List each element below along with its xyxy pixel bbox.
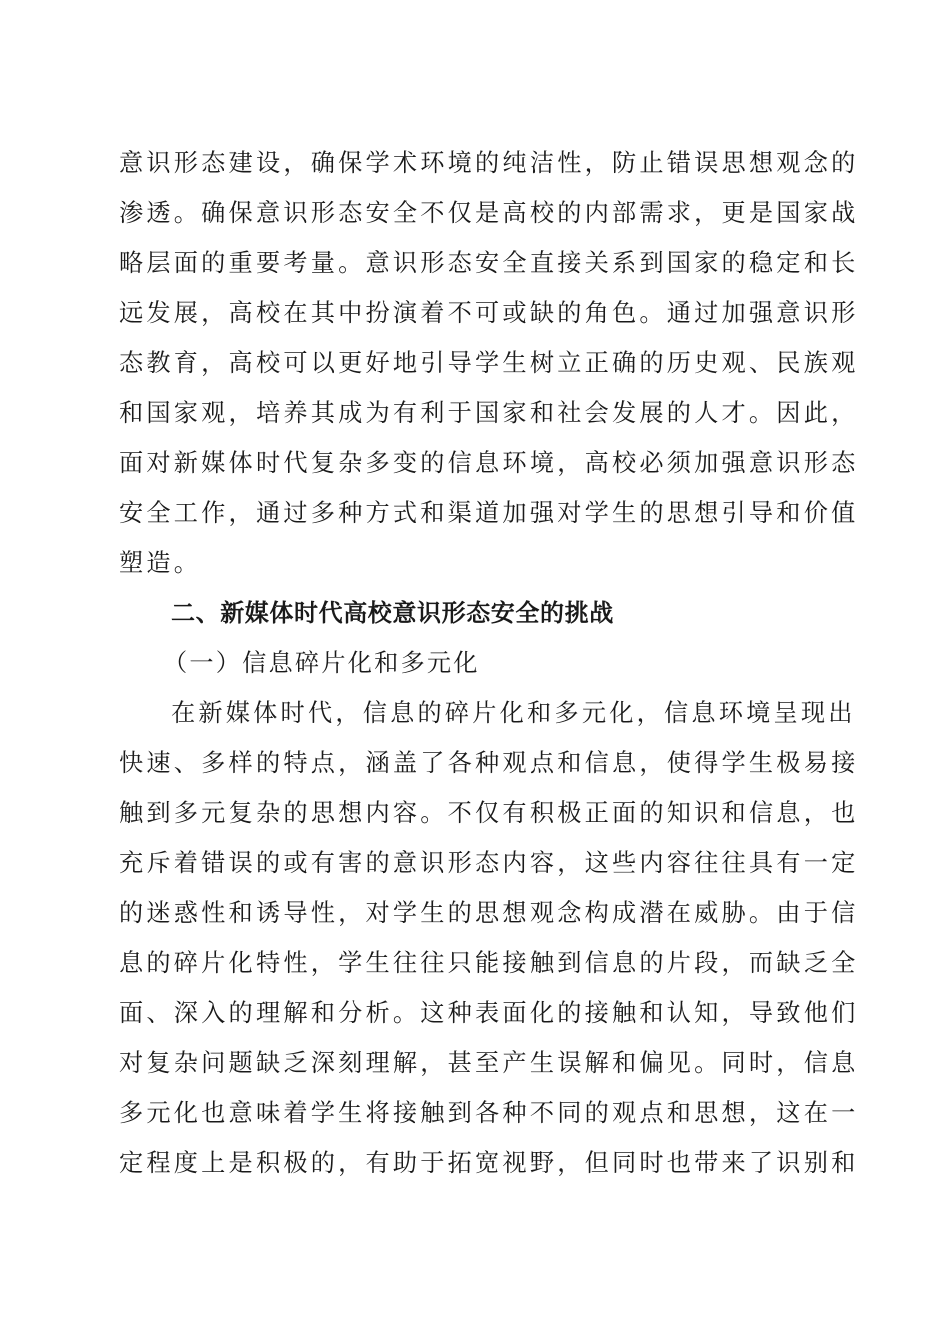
paragraph-2-line-2: 快速、多样的特点，涵盖了各种观点和信息，使得学生极易接 — [119, 749, 859, 777]
paragraph-1-line-2: 渗透。确保意识形态安全不仅是高校的内部需求，更是国家战 — [119, 199, 859, 227]
subsection-heading: （一）信息碎片化和多元化 — [163, 649, 480, 677]
paragraph-1-line-3: 略层面的重要考量。意识形态安全直接关系到国家的稳定和长 — [119, 249, 859, 277]
paragraph-2-line-6: 息的碎片化特性，学生往往只能接触到信息的片段，而缺乏全 — [119, 949, 859, 977]
paragraph-1-line-9: 塑造。 — [119, 549, 202, 577]
paragraph-1-line-1: 意识形态建设，确保学术环境的纯洁性，防止错误思想观念的 — [119, 149, 859, 177]
paragraph-2-line-5: 的迷惑性和诱导性，对学生的思想观念构成潜在威胁。由于信 — [119, 899, 859, 927]
section-heading: 二、新媒体时代高校意识形态安全的挑战 — [171, 599, 614, 627]
paragraph-2-line-10: 定程度上是积极的，有助于拓宽视野，但同时也带来了识别和 — [119, 1149, 859, 1177]
paragraph-2-line-4: 充斥着错误的或有害的意识形态内容，这些内容往往具有一定 — [119, 849, 859, 877]
paragraph-2-line-3: 触到多元复杂的思想内容。不仅有积极正面的知识和信息，也 — [119, 799, 859, 827]
paragraph-2-line-8: 对复杂问题缺乏深刻理解，甚至产生误解和偏见。同时，信息 — [119, 1049, 859, 1077]
paragraph-1-line-5: 态教育，高校可以更好地引导学生树立正确的历史观、民族观 — [119, 349, 859, 377]
paragraph-2-line-1: 在新媒体时代，信息的碎片化和多元化，信息环境呈现出 — [171, 699, 856, 727]
paragraph-1-line-4: 远发展，高校在其中扮演着不可或缺的角色。通过加强意识形 — [119, 299, 859, 327]
paragraph-1-line-7: 面对新媒体时代复杂多变的信息环境，高校必须加强意识形态 — [119, 449, 859, 477]
paragraph-2-line-7: 面、深入的理解和分析。这种表面化的接触和认知，导致他们 — [119, 999, 859, 1027]
paragraph-2-line-9: 多元化也意味着学生将接触到各种不同的观点和思想，这在一 — [119, 1099, 859, 1127]
paragraph-1-line-6: 和国家观，培养其成为有利于国家和社会发展的人才。因此， — [119, 399, 859, 427]
paragraph-1-line-8: 安全工作，通过多种方式和渠道加强对学生的思想引导和价值 — [119, 499, 859, 527]
